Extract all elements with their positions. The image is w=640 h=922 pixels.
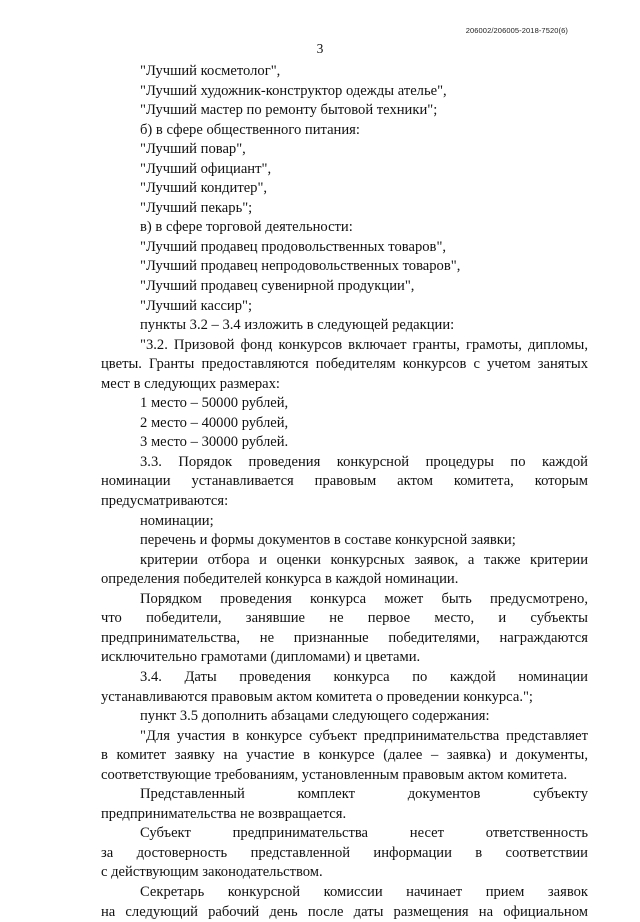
text-line: на следующий рабочий день после даты размещения на официальном: [101, 903, 588, 920]
text-line: устанавливаются правовым актом комитета о проведении конкурса.";: [101, 688, 533, 705]
text-line: мест в следующих размерах:: [101, 375, 280, 392]
text-line: 3 место – 30000 рублей.: [140, 434, 289, 451]
text-line: "Лучший пекарь";: [140, 199, 253, 216]
page-number: 3: [316, 41, 324, 56]
text-line: "Лучший кондитер",: [140, 180, 268, 197]
text-line: 1 место – 50000 рублей,: [140, 395, 289, 412]
text-line: Секретарь конкурсной комиссии начинает прием заявок: [140, 883, 588, 900]
text-line: перечень и формы документов в составе конкурсной заявки;: [140, 532, 516, 549]
text-line: номинации;: [140, 512, 214, 529]
text-line: критерии отбора и оценки конкурсных заявок, а также критерии: [140, 551, 588, 568]
document-body: [101, 62, 588, 922]
text-line: "Лучший кассир";: [140, 297, 253, 314]
text-line: предпринимательства не возвращается.: [101, 805, 347, 822]
text-line: б) в сфере общественного питания:: [140, 121, 360, 138]
text-line: "Лучший продавец непродовольственных товаров",: [140, 258, 461, 275]
text-line: соответствующие требованиям, установленным правовым актом комитета.: [101, 766, 568, 783]
text-line: в комитет заявку на участие в конкурсе (далее – заявка) и документы,: [101, 747, 588, 764]
text-line: предпринимательства, не признанные победителями, награждаются: [101, 629, 588, 646]
text-line: "Лучший продавец продовольственных товаров",: [140, 238, 447, 255]
text-line: номинации устанавливается правовым актом комитета, которым: [101, 473, 588, 490]
text-line: 3.4. Даты проведения конкурса по каждой номинации: [140, 668, 588, 685]
text-line: в) в сфере торговой деятельности:: [140, 219, 353, 236]
text-line: 2 место – 40000 рублей,: [140, 414, 289, 431]
text-line: Представленный комплект документов субъекту: [140, 786, 588, 803]
text-line: пункт 3.5 дополнить абзацами следующего содержания:: [140, 708, 490, 725]
text-line: "Лучший мастер по ремонту бытовой техники";: [140, 102, 438, 119]
text-line: что победители, занявшие не первое место, и субъекты: [101, 610, 588, 627]
text-line: Порядком проведения конкурса может быть предусмотрено,: [140, 590, 588, 607]
text-line: "Лучший художник-конструктор одежды ателье",: [140, 82, 447, 99]
text-line: "Лучший косметолог",: [140, 63, 281, 79]
text-line: "Лучший повар",: [140, 141, 246, 158]
text-line: "Лучший продавец сувенирной продукции",: [140, 278, 415, 295]
text-line: пункты 3.2 – 3.4 изложить в следующей редакции:: [140, 317, 455, 334]
text-line: исключительно грамотами (дипломами) и цветами.: [101, 649, 421, 666]
text-line: "Лучший официант",: [140, 160, 272, 177]
text-line: 3.3. Порядок проведения конкурсной процедуры по каждой: [140, 453, 588, 470]
document-number: 206002/206005-2018-7520(6): [465, 26, 568, 35]
text-line: предусматриваются:: [101, 493, 229, 510]
text-line: Субъект предпринимательства несет ответственность: [140, 825, 588, 842]
text-line: за достоверность представленной информации в соответствии: [101, 844, 588, 861]
text-line: с действующим законодательством.: [101, 864, 323, 881]
text-line: определения победителей конкурса в каждой номинации.: [101, 571, 459, 588]
text-line: "Для участия в конкурсе субъект предпринимательства представляет: [140, 727, 588, 744]
text-line: цветы. Гранты предоставляются победителям конкурсов с учетом занятых: [101, 356, 588, 373]
text-line: "3.2. Призовой фонд конкурсов включает гранты, грамоты, дипломы,: [140, 336, 588, 353]
